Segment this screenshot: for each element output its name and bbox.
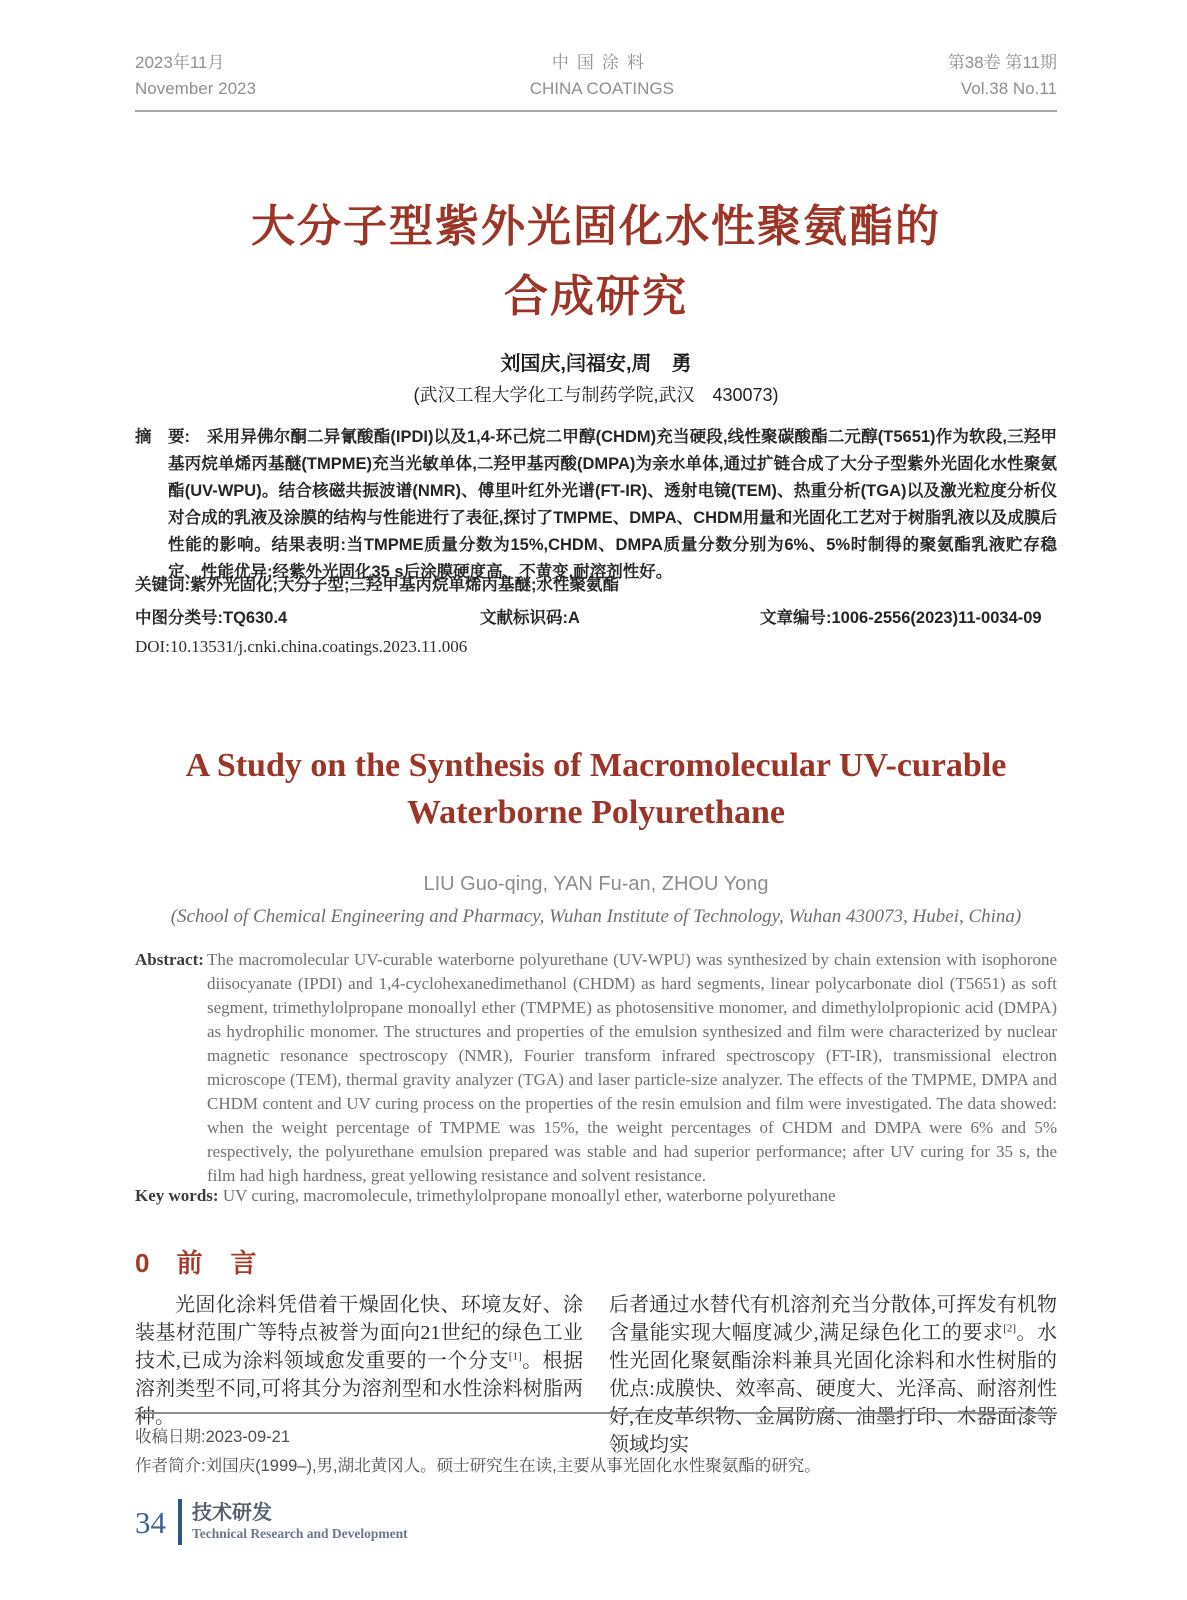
footer-column-name xyxy=(192,1501,408,1543)
received-date-value: 2023-09-21 xyxy=(205,1428,290,1446)
article-title-cn-line1: 大分子型紫外光固化水性聚氨酯的 xyxy=(251,202,941,251)
article-id-value: 1006-2556(2023)11-0034-09 xyxy=(831,609,1042,627)
abstract-label-en: Abstract: xyxy=(135,950,204,969)
author-bio xyxy=(135,1452,1057,1481)
classification-row xyxy=(135,604,1057,628)
keywords-text-en: UV curing, macromolecule, trimethylolpropane monoallyl ether, waterborne polyurethane xyxy=(218,1186,836,1205)
header-date xyxy=(135,50,256,102)
article-title-cn xyxy=(135,192,1057,332)
journal-issue-cn: 第38卷 第11期 xyxy=(947,53,1057,72)
author-bio-label: 作者简介: xyxy=(135,1457,206,1475)
journal-issue xyxy=(948,50,1057,102)
page-number: 34 xyxy=(135,1504,166,1540)
document-code-label: 文献标识码: xyxy=(480,609,568,627)
journal-name-en: CHINA COATINGS xyxy=(529,79,674,98)
header-date-cn: 2023年11月 xyxy=(135,53,225,72)
journal-issue-en: Vol.38 No.11 xyxy=(960,79,1057,98)
section-number: 0 xyxy=(135,1248,151,1278)
received-date xyxy=(135,1423,1057,1452)
intro-right-text-2: 。水性光固化聚氨酯涂料兼具光固化涂料和水性树脂的优点:成膜快、效率高、硬度大、光泽高、耐溶剂性好,在皮革织物、金属防腐、油墨打印、木器面漆等领域均实 xyxy=(609,1322,1058,1456)
received-date-label: 收稿日期: xyxy=(135,1428,206,1446)
header-date-en: November 2023 xyxy=(135,79,256,98)
article-id-label: 文章编号: xyxy=(760,609,832,627)
intro-left-text-1: 光固化涂料凭借着干燥固化快、环境友好、涂装基材范围广等特点被誉为面向21世纪的绿色工业技术,已成为涂料领域愈发重要的一个分支 xyxy=(135,1294,583,1372)
authors-en: LIU Guo-qing, YAN Fu-an, ZHOU Yong xyxy=(423,873,769,895)
keywords-cn xyxy=(135,571,1057,595)
abstract-text-en: The macromolecular UV-curable waterborne polyurethane (UV-WPU) was synthesized by chain extension with isophorone diisocyanate (IPDI) and 1,4-cyclohexanedimethanol (CHDM) as hard segments, linear polycarbonate diol (T5651) as soft segment, trimethylolpropane monoallyl ether (TMPME) as photosensitive monomer, and dimethylolpropionic acid (DMPA) as hydrophilic monomer. The structures and properties of the emulsion synthesized and film were characterized by nuclear magnetic resonance spectroscopy (NMR), Fourier transform infrared spectroscopy (FT-IR), transmissional electron microscope (TEM), thermal gravity analyzer (TGA) and laser particle-size analyzer. The effects of the TMPME, DMPA and CHDM content and UV curing process on the properties of the resin emulsion and film were investigated. The data showed: when the weight percentage of TMPME was 15%, the weight percentages of CHDM and DMPA were 6% and 5% respectively, the polyurethane emulsion prepared was stable and had superior performance; after UV curing for 35 s, the film had high hardness, great yellowing resistance and solvent resistance. xyxy=(207,950,1057,1185)
reference-marker-1: [1] xyxy=(508,1350,522,1363)
doi: DOI:10.13531/j.cnki.china.coatings.2023.11.006 xyxy=(135,637,468,656)
keywords-text-cn: 紫外光固化;大分子型;三羟甲基丙烷单烯丙基醚;水性聚氨酯 xyxy=(190,576,619,594)
keywords-label-cn: 关键词: xyxy=(135,576,190,594)
footer-column-cn: 技术研发 xyxy=(192,1502,272,1524)
journal-header xyxy=(135,50,1057,112)
intro-left-text-2: 。根据溶剂类型不同,可将其分为溶剂型和水性涂料树脂两种。 xyxy=(135,1350,584,1428)
affiliation-en: (School of Chemical Engineering and Pharmacy, Wuhan Institute of Technology, Wuhan 430073, Hubei, China) xyxy=(170,906,1022,927)
section-title: 前 言 xyxy=(176,1248,258,1278)
intro-right-text-1: 后者通过水替代有机溶剂充当分散体,可挥发有机物含量能实现大幅度减少,满足绿色化工的要求 xyxy=(609,1294,1057,1344)
page-footer xyxy=(135,1499,1057,1545)
footer-divider-bar xyxy=(178,1499,182,1545)
article-title-en-line2: Waterborne Polyurethane xyxy=(406,794,786,831)
keywords-label-en: Key words: xyxy=(135,1186,219,1205)
clc-label: 中图分类号: xyxy=(135,609,223,627)
footnote xyxy=(135,1412,1057,1481)
footer-column-en: Technical Research and Development xyxy=(192,1526,408,1541)
abstract-en xyxy=(135,948,1057,1188)
article-id xyxy=(760,604,1042,628)
author-bio-value: 刘国庆(1999–),男,湖北黄冈人。硕士研究生在读,主要从事光固化水性聚氨酯的研究。 xyxy=(205,1457,821,1475)
abstract-text-cn: 采用异佛尔酮二异氰酸酯(IPDI)以及1,4-环己烷二甲醇(CHDM)充当硬段,线性聚碳酸酯二元醇(T5651)作为软段,三羟甲基丙烷单烯丙基醚(TMPME)充当光敏单体,二羟甲基丙酸(DMPA)为亲水单体,通过扩链合成了大分子型紫外光固化水性聚氨酯(UV-WPU)。结合核磁共振波谱(NMR)、傅里叶红外光谱(FT-IR)、透射电镜(TEM)、热重分析(TGA)以及激光粒度分析仪对合成的乳液及涂膜的结构与性能进行了表征,探讨了TMPME、DMPA、CHDM用量和光固化工艺对于树脂乳液以及成膜后性能的影响。结果表明:当TMPME质量分数为15%,CHDM、DMPA质量分数分别为6%、5%时制得的聚氨酯乳液贮存稳定、性能优异;经紫外光固化35 s后涂膜硬度高、不黄变,耐溶剂性好。 xyxy=(168,428,1057,581)
document-code xyxy=(480,604,580,628)
journal-name xyxy=(530,50,674,102)
abstract-label-cn: 摘 要: xyxy=(135,428,190,446)
abstract-cn xyxy=(135,424,1057,586)
article-title-en xyxy=(135,742,1057,836)
clc-value: TQ630.4 xyxy=(223,609,288,627)
article-title-cn-line2: 合成研究 xyxy=(504,272,688,321)
reference-marker-2: [2] xyxy=(1003,1322,1017,1335)
affiliation-cn: (武汉工程大学化工与制药学院,武汉 430073) xyxy=(413,385,779,405)
journal-name-cn: 中国涂料 xyxy=(551,53,652,72)
clc-number xyxy=(135,609,287,627)
keywords-en xyxy=(135,1186,1057,1206)
article-title-en-line1: A Study on the Synthesis of Macromolecular UV-curable xyxy=(185,747,1007,784)
document-code-value: A xyxy=(568,609,580,627)
authors-cn: 刘国庆,闫福安,周 勇 xyxy=(500,353,692,375)
section-heading-introduction xyxy=(135,1243,1057,1280)
